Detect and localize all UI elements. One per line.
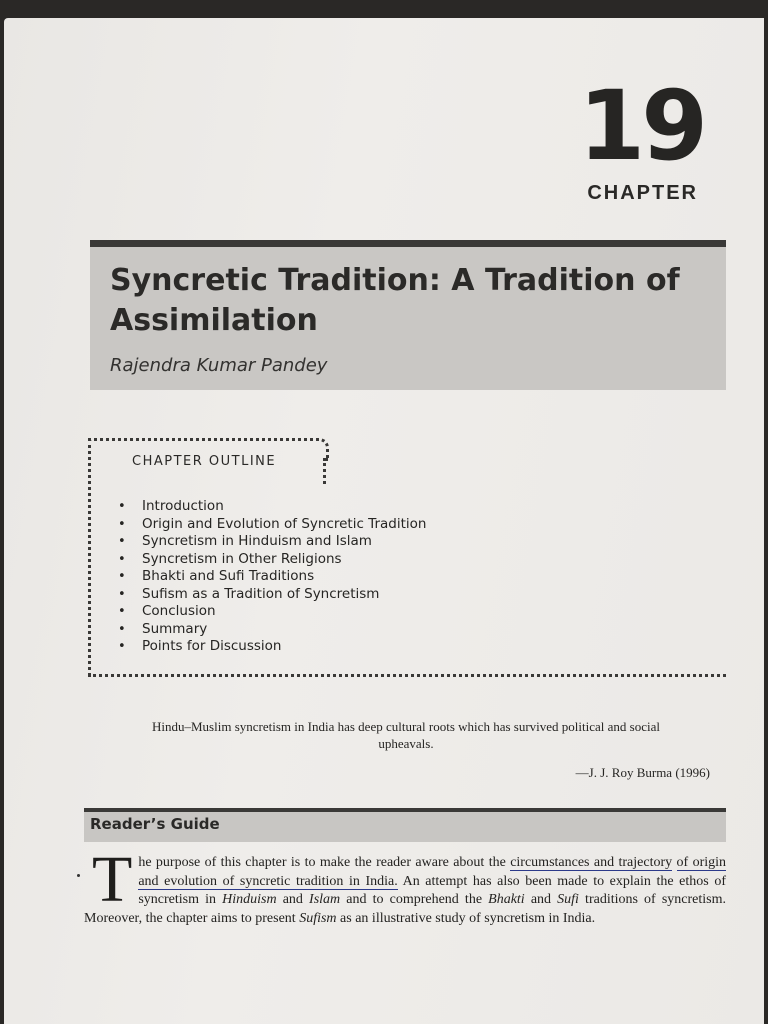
outline-item: • Syncretism in Other Religions bbox=[112, 551, 426, 569]
outline-item: • Syncretism in Hinduism and Islam bbox=[112, 533, 426, 551]
guide-text: and bbox=[276, 892, 310, 907]
outline-item: • Conclusion bbox=[112, 603, 426, 621]
outline-item: • Introduction bbox=[112, 498, 426, 516]
guide-text bbox=[672, 855, 676, 870]
italic-term: Islam bbox=[309, 892, 341, 907]
outline-list bbox=[112, 498, 426, 656]
outline-item: • Points for Discussion bbox=[112, 638, 426, 656]
outline-item: • Sufism as a Tradition of Syncretism bbox=[112, 586, 426, 604]
readers-guide-band bbox=[84, 808, 726, 842]
chapter-title: Syncretic Tradition: A Tradition of Assimilation bbox=[110, 263, 680, 338]
outline-item: • Origin and Evolution of Syncretic Tradition bbox=[112, 516, 426, 534]
chapter-author: Rajendra Kumar Pandey bbox=[110, 355, 328, 376]
guide-text: An attempt has also been made to explain the ethos of syncretism in bbox=[138, 873, 726, 907]
drop-cap: T bbox=[92, 843, 133, 916]
guide-text: and bbox=[524, 892, 558, 907]
readers-guide-heading: Reader’s Guide bbox=[90, 815, 220, 833]
italic-term: Sufism bbox=[299, 910, 337, 926]
chapter-label: CHAPTER bbox=[587, 182, 698, 204]
guide-text: and to comprehend the bbox=[340, 892, 489, 907]
epigraph-attribution: —J. J. Roy Burma (1996) bbox=[575, 765, 710, 780]
chapter-number: 19 bbox=[578, 70, 704, 182]
epigraph-text: Hindu–Muslim syncretism in India has deep cultural roots which has survived political and social upheavals. bbox=[152, 719, 660, 751]
outline-border-left bbox=[88, 438, 91, 676]
margin-mark bbox=[77, 874, 80, 877]
underlined-phrase: circumstances and trajectory bbox=[510, 855, 673, 870]
outline-border-stub bbox=[323, 458, 326, 484]
outline-item: • Summary bbox=[112, 621, 426, 639]
book-page bbox=[4, 18, 764, 1024]
chapter-outline-box bbox=[88, 438, 726, 678]
readers-guide-paragraph bbox=[84, 843, 727, 928]
underlined-phrase: of origin and evolution of syncretic tradition in India. bbox=[138, 855, 727, 889]
italic-term: Sufi bbox=[557, 892, 579, 907]
outline-heading: CHAPTER OUTLINE bbox=[132, 454, 277, 469]
guide-text: as an illustrative study of syncretism in India. bbox=[336, 910, 596, 926]
guide-text: he purpose of this chapter is to make the reader aware about the bbox=[138, 855, 511, 870]
outline-item: • Bhakti and Sufi Traditions bbox=[112, 568, 426, 586]
italic-term: Bhakti bbox=[488, 892, 525, 907]
guide-text: traditions of syncretism. Moreover, the chapter aims to present bbox=[84, 892, 726, 926]
italic-term: Hinduism bbox=[222, 892, 277, 907]
outline-border-bottom bbox=[88, 674, 726, 677]
title-band bbox=[90, 240, 726, 390]
